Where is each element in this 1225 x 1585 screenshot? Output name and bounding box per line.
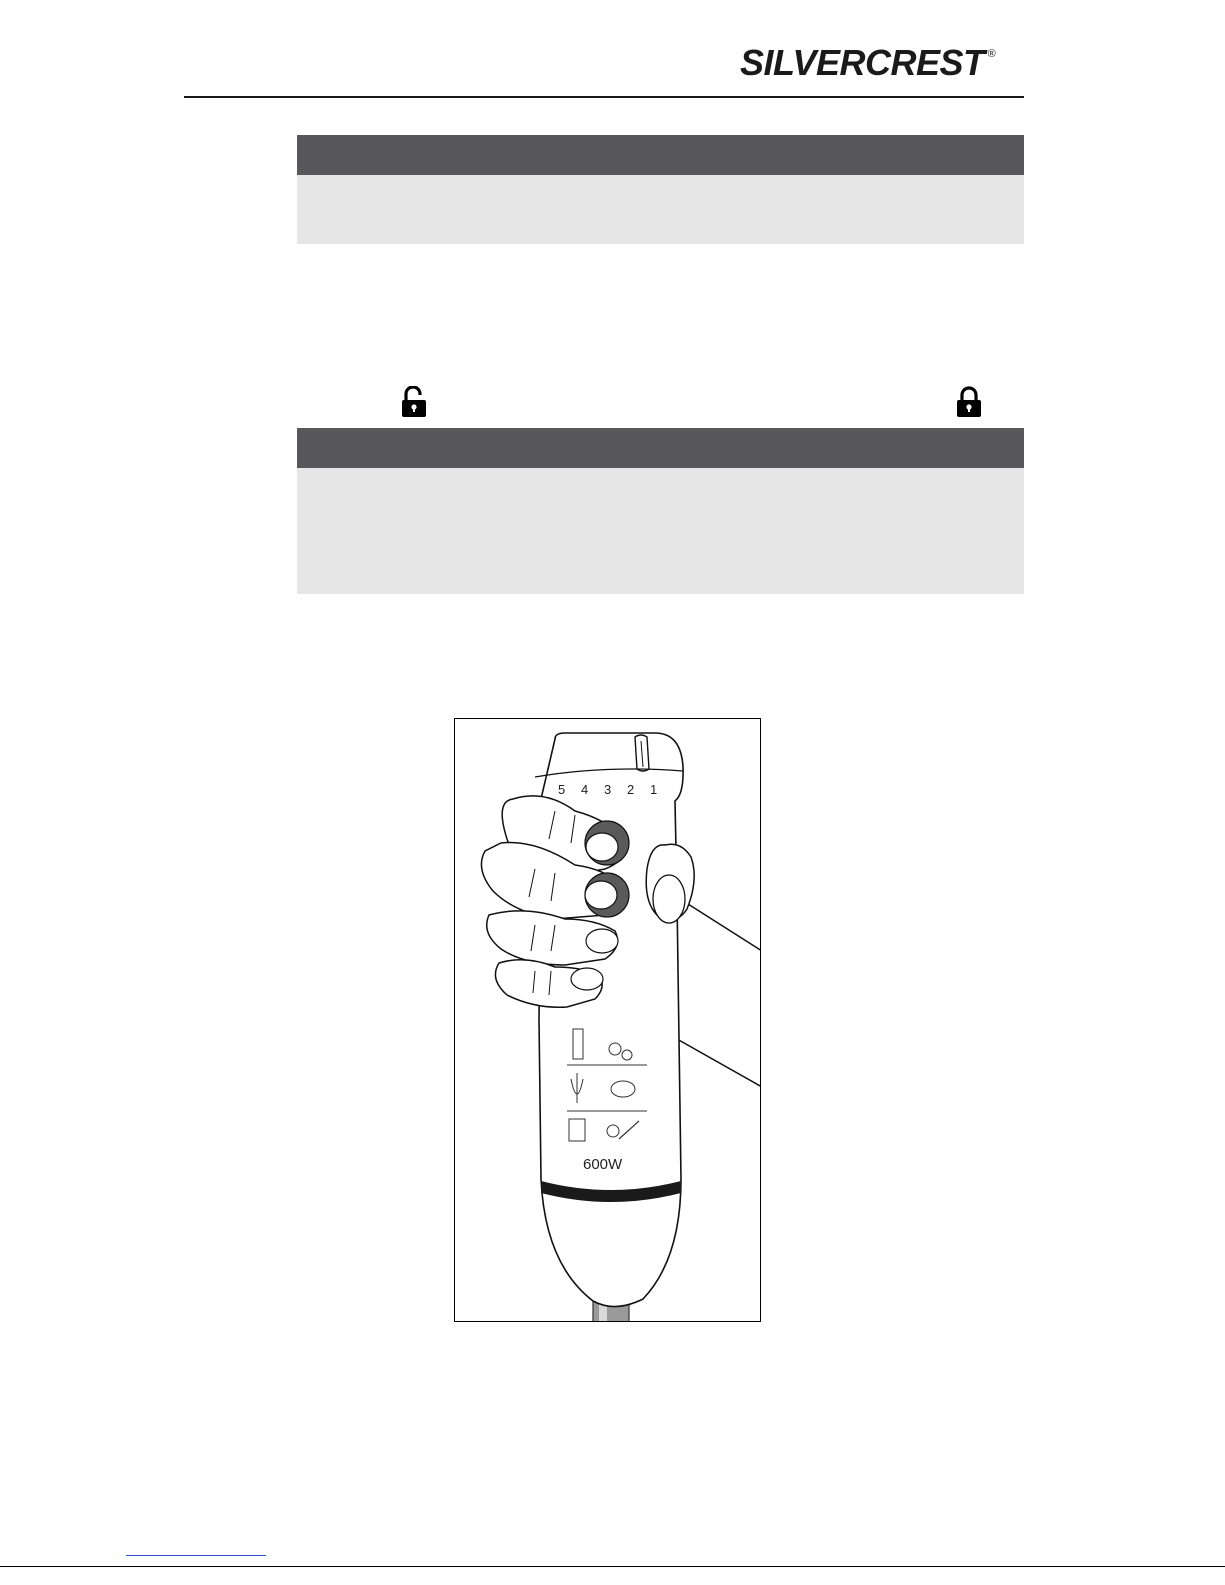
hand-blender-drawing: [455, 719, 761, 1322]
padlock-open-icon: [401, 386, 427, 418]
wattage-label: 600W: [583, 1156, 623, 1173]
speed-label-1: 1: [650, 782, 658, 797]
speed-label-5: 5: [558, 782, 566, 797]
speed-label-3: 3: [604, 782, 612, 797]
note-box-2-header: [297, 428, 1024, 468]
header-divider: [184, 96, 1024, 98]
note-box-2: [297, 428, 1024, 594]
speed-label-4: 4: [581, 782, 589, 797]
footer-link-underline: [126, 1555, 266, 1556]
note-box-1-header: [297, 135, 1024, 175]
speed-label-2: 2: [627, 782, 635, 797]
brand-logo: [740, 42, 1030, 88]
padlock-closed-icon: [956, 386, 982, 418]
brand-registered-mark: ®: [987, 48, 996, 60]
note-box-1-body: [297, 175, 1024, 244]
note-box-1: [297, 135, 1024, 244]
footer-divider: [0, 1566, 1225, 1567]
hand-blender-illustration: [454, 718, 761, 1322]
note-box-2-body: [297, 468, 1024, 594]
brand-name: SILVERCREST: [740, 42, 985, 83]
